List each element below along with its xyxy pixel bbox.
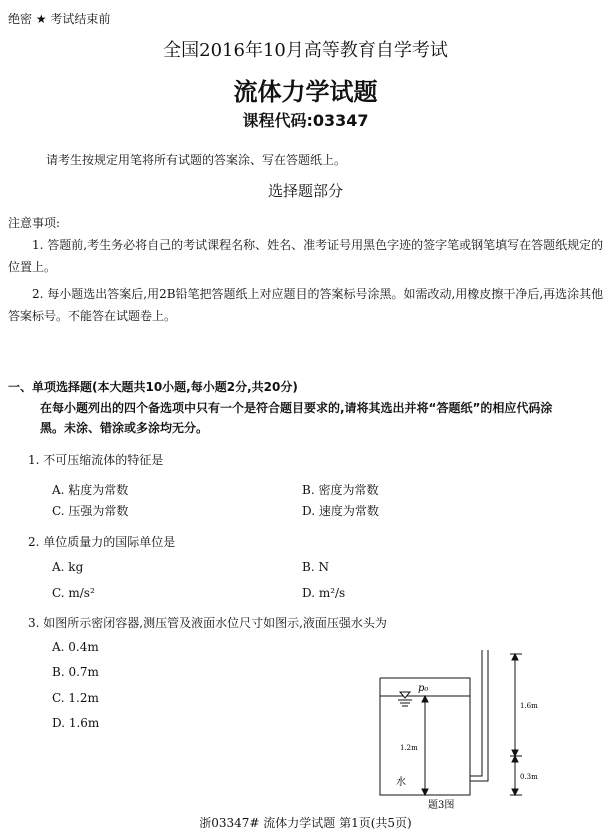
water-level-icon — [400, 692, 410, 698]
dim-lower-label: 0.3m — [520, 773, 538, 781]
page-footer: 浙03347# 流体力学试题 第1页(共5页) — [199, 816, 412, 830]
water-label: 水 — [396, 777, 406, 788]
notes-heading: 注意事项: — [8, 216, 61, 230]
exam-title: 全国2016年10月高等教育自学考试 — [163, 40, 448, 61]
option: C. 1.2m — [52, 691, 99, 705]
general-instruction: 请考生按规定用笔将所有试题的答案涂、写在答题纸上。 — [46, 153, 347, 167]
dim-upper-label: 1.6m — [520, 702, 538, 710]
note-item: 2. 每小题选出答案后,用2B铅笔把答题纸上对应题目的答案标号涂黑。如需改动,用橡皮擦干净后,再选涂其他答案标号。不能答在试题卷上。 — [8, 287, 604, 323]
piezometer-tube — [470, 650, 482, 776]
option: C. 压强为常数 — [52, 504, 129, 518]
option: A. kg — [52, 560, 84, 574]
option: A. 粘度为常数 — [52, 483, 129, 497]
part-heading: 一、单项选择题(本大题共10小题,每小题2分,共20分) — [8, 380, 298, 394]
part-description: 在每小题列出的四个备选项中只有一个是符合题目要求的,请将其选出并将“答题纸”的相应代码涂黑。未涂、错涂或多涂均无分。 — [40, 401, 553, 435]
note-item: 1. 答题前,考生务必将自己的考试课程名称、姓名、准考证号用黑色字迹的签字笔或钢笔填写在答题纸规定的位置上。 — [8, 238, 604, 274]
figure-caption: 题3图 — [428, 800, 455, 810]
question-stem: 1. 不可压缩流体的特征是 — [28, 453, 164, 467]
confidential-label: 绝密 ★ 考试结束前 — [8, 12, 111, 26]
question-stem: 2. 单位质量力的国际单位是 — [28, 535, 176, 549]
option: D. m²/s — [302, 586, 346, 600]
option: B. N — [302, 560, 329, 574]
option: B. 密度为常数 — [302, 483, 379, 497]
option: C. m/s² — [52, 586, 95, 600]
subject-title: 流体力学试题 — [233, 78, 378, 106]
option: D. 速度为常数 — [302, 504, 379, 518]
course-code: 课程代码:03347 — [242, 111, 369, 130]
dim-depth-label: 1.2m — [400, 744, 418, 752]
option: A. 0.4m — [52, 640, 99, 654]
option: D. 1.6m — [52, 716, 100, 730]
question-stem: 3. 如图所示密闭容器,测压管及液面水位尺寸如图示,液面压强水头为 — [28, 616, 387, 630]
container-diagram — [370, 640, 570, 810]
section-title: 选择题部分 — [267, 182, 343, 200]
p0-label: p₀ — [418, 683, 429, 694]
option: B. 0.7m — [52, 665, 99, 679]
